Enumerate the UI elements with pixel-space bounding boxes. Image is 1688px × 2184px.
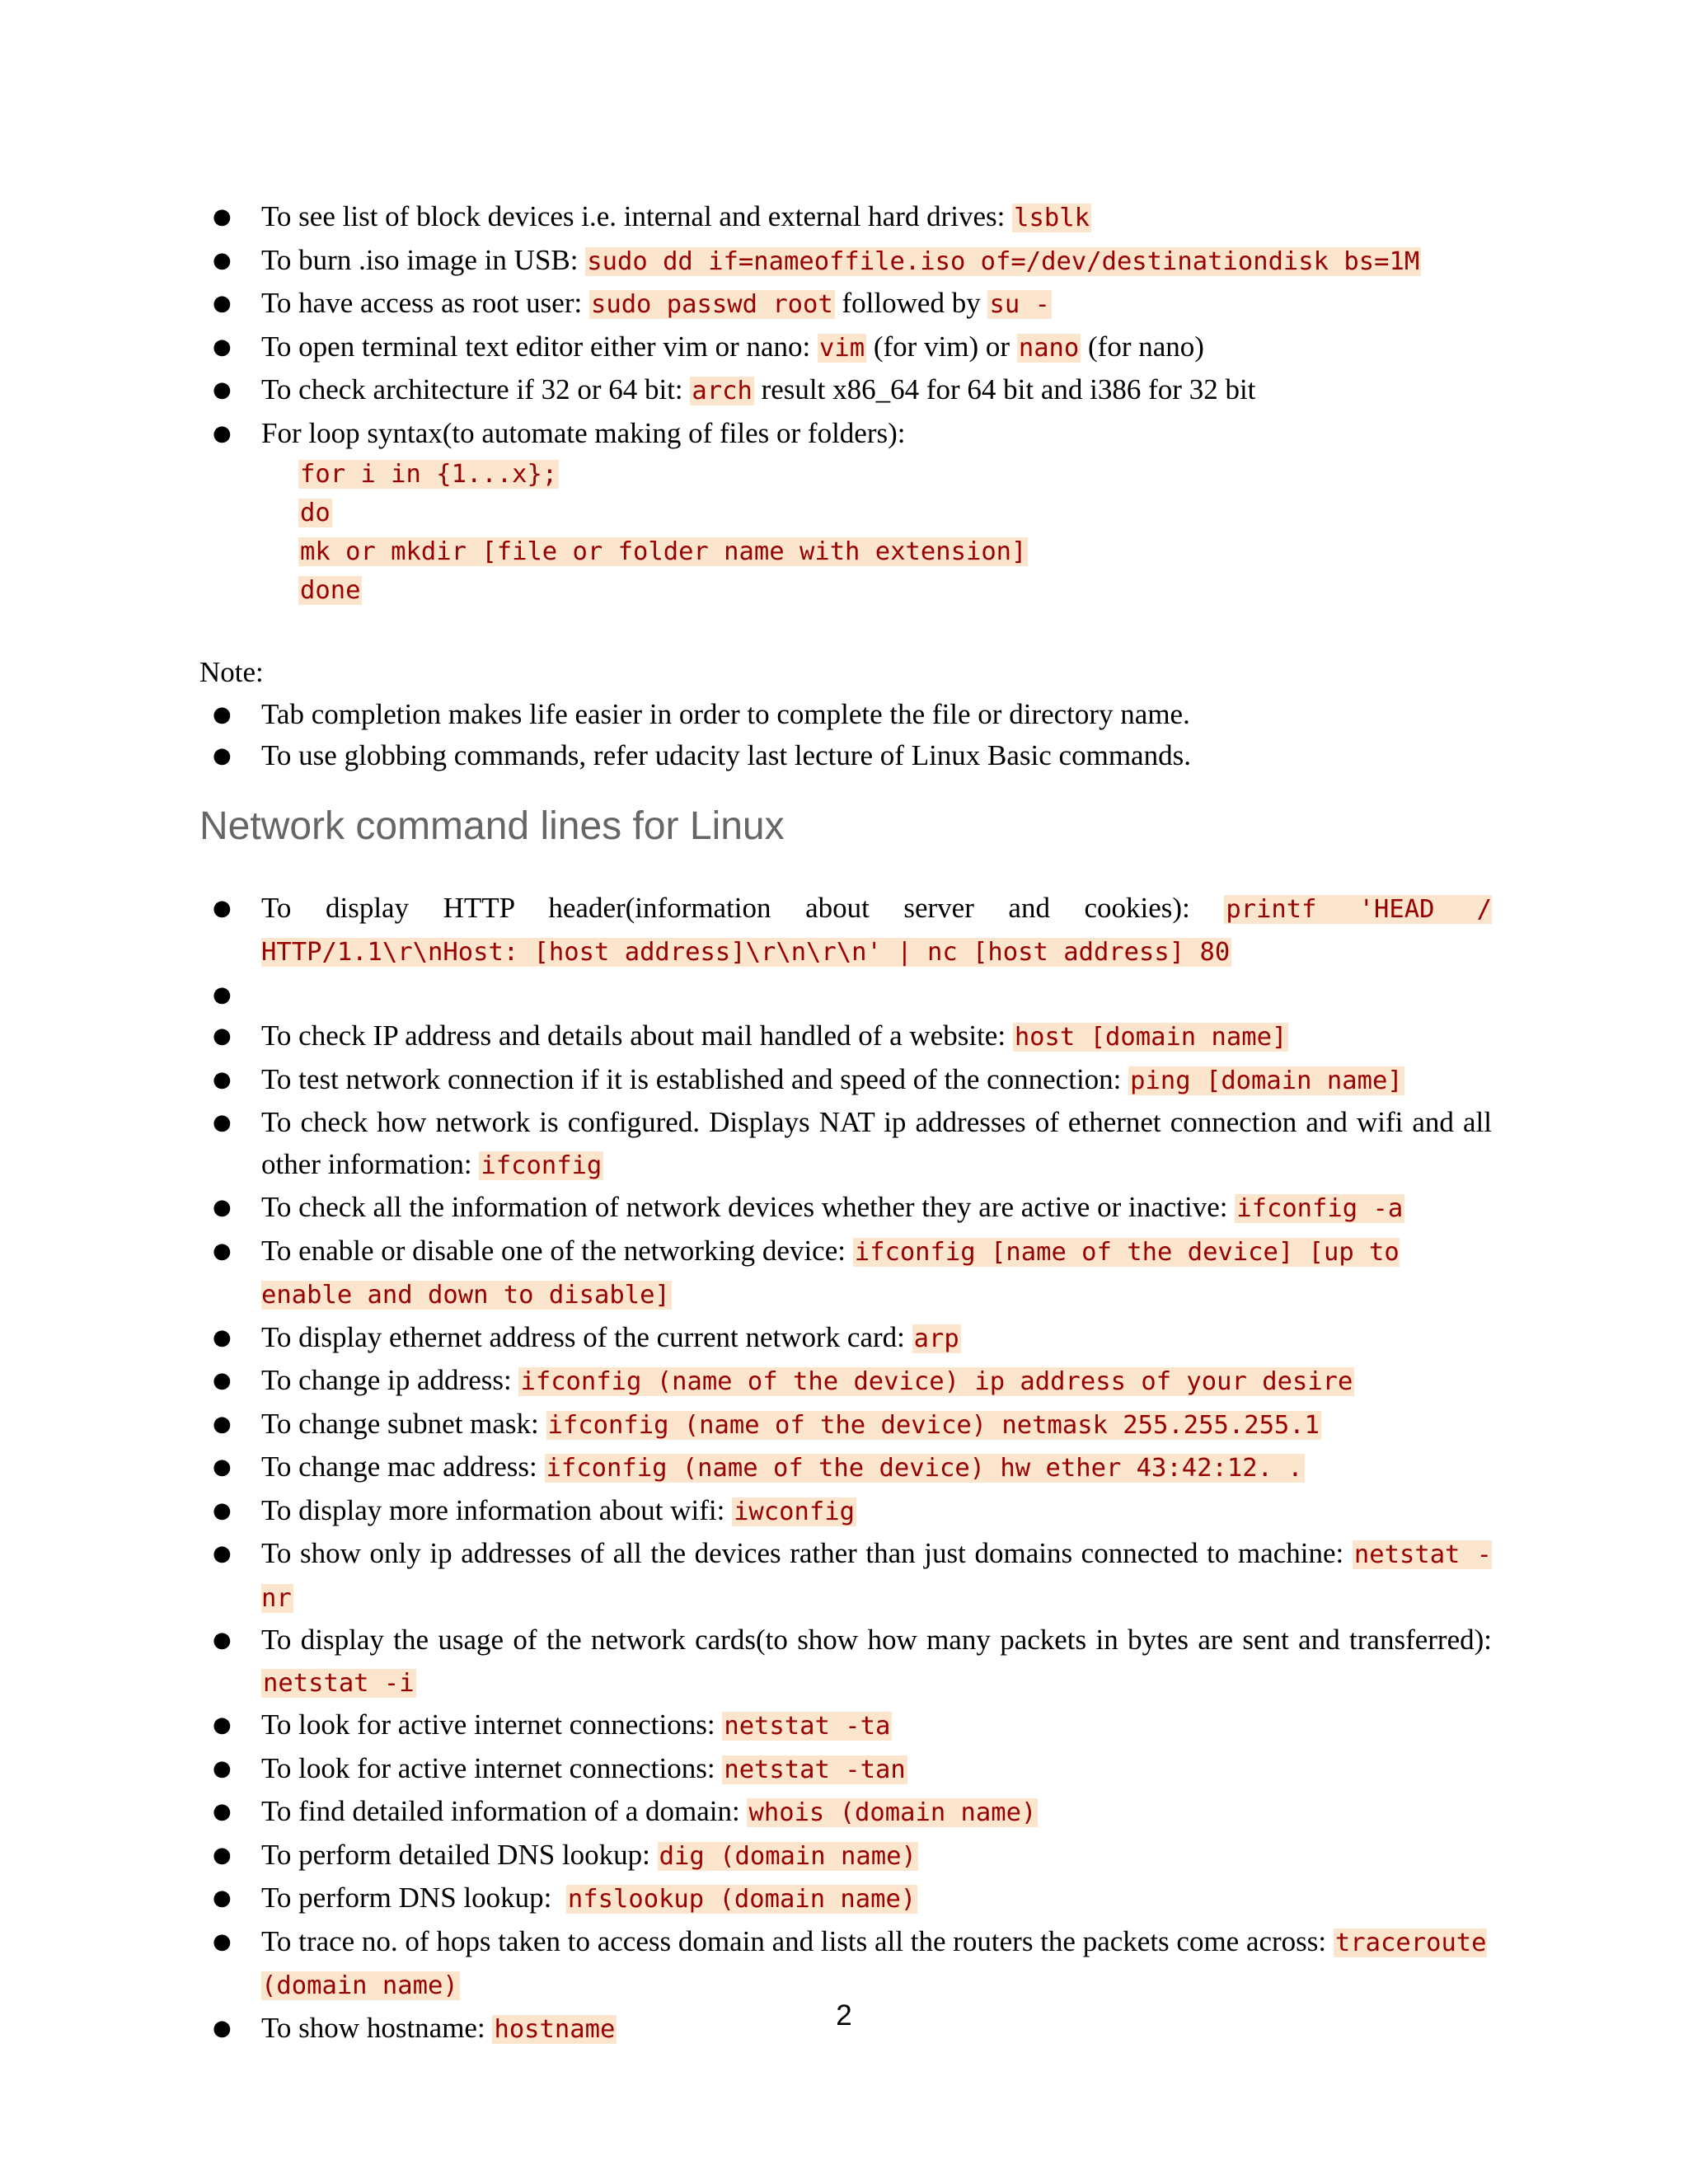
bullet-icon: ● bbox=[213, 701, 232, 727]
bullet-icon: ● bbox=[213, 2015, 232, 2041]
command-code: arch bbox=[692, 377, 753, 405]
command-code: printf 'HEAD / HTTP/1.1\r\nHost: [host address]\r\n\r\n' | nc [host address] 80 bbox=[261, 894, 1493, 967]
code-line: mk or mkdir [file or folder name with extension] bbox=[300, 537, 1027, 566]
command-list-basic bbox=[199, 196, 1492, 454]
list-item bbox=[199, 283, 1492, 326]
list-item bbox=[199, 1490, 1492, 1534]
bullet-icon: ● bbox=[213, 1066, 232, 1092]
list-item bbox=[199, 240, 1492, 284]
command-code: sudo passwd root bbox=[590, 290, 833, 319]
item-text: To test network connection if it is established and speed of the connection: bbox=[261, 1062, 1129, 1095]
item-text: To change subnet mask: bbox=[261, 1407, 546, 1440]
command-code: nano bbox=[1018, 333, 1080, 363]
command-code: vim bbox=[819, 333, 865, 363]
command-code: ifconfig bbox=[481, 1151, 603, 1180]
item-text: To display the usage of the network cards(to show how many packets in bytes are sent and transferred): bbox=[261, 1624, 1492, 1656]
bullet-icon: ● bbox=[213, 982, 232, 1007]
item-text: To use globbing commands, refer udacity last lecture of Linux Basic commands. bbox=[261, 739, 1191, 771]
item-text: To check IP address and details about mail handled of a website: bbox=[261, 1019, 1013, 1052]
item-text: followed by bbox=[834, 287, 988, 319]
page-content bbox=[199, 196, 1492, 2050]
list-item bbox=[199, 413, 1492, 455]
note-label: Note: bbox=[199, 656, 264, 688]
item-text: To check architecture if 32 or 64 bit: bbox=[261, 373, 691, 405]
list-item bbox=[199, 326, 1492, 370]
item-text: To trace no. of hops taken to access domain and lists all the routers the packets come across: bbox=[261, 1924, 1334, 1957]
item-text: To change ip address: bbox=[261, 1364, 519, 1396]
bullet-icon: ● bbox=[213, 1842, 232, 1868]
list-item bbox=[199, 369, 1492, 413]
bullet-icon: ● bbox=[213, 420, 232, 446]
bullet-icon: ● bbox=[213, 743, 232, 768]
bullet-icon: ● bbox=[213, 1713, 232, 1737]
bullet-icon: ● bbox=[213, 1368, 232, 1393]
list-item bbox=[199, 1404, 1492, 1447]
item-text: To show only ip addresses of all the devices rather than just domains connected to machine: bbox=[261, 1537, 1353, 1569]
command-code: traceroute (domain name) bbox=[261, 1928, 1487, 2000]
command-list-network bbox=[199, 888, 1492, 2051]
item-text: To look for active internet connections: bbox=[261, 1708, 723, 1741]
code-line: do bbox=[300, 499, 331, 527]
item-text: result x86_64 for 64 bit and i386 for 32 bit bbox=[753, 373, 1256, 405]
item-text: To see list of block devices i.e. internal and external hard drives: bbox=[261, 200, 1013, 232]
item-text: To display ethernet address of the current network card: bbox=[261, 1320, 912, 1353]
bullet-icon: ● bbox=[213, 377, 232, 402]
code-line: done bbox=[300, 576, 361, 605]
item-text: To open terminal text editor either vim or nano: bbox=[261, 330, 818, 363]
command-code: sudo dd if=nameoffile.iso of=/dev/destinationdisk bs=1M bbox=[587, 246, 1420, 276]
list-item bbox=[199, 1446, 1492, 1490]
bullet-icon: ● bbox=[213, 1541, 232, 1566]
list-item bbox=[199, 1791, 1492, 1835]
list-item bbox=[199, 1704, 1492, 1748]
command-code: hostname bbox=[494, 2014, 616, 2044]
list-item bbox=[199, 1619, 1492, 1704]
bullet-icon: ● bbox=[213, 1497, 232, 1523]
item-text: To display more information about wifi: bbox=[261, 1493, 733, 1526]
item-text: To have access as root user: bbox=[261, 287, 589, 319]
list-item bbox=[199, 1748, 1492, 1792]
item-text: To show hostname: bbox=[261, 2011, 493, 2044]
for-loop-code-block bbox=[199, 454, 1492, 609]
bullet-icon: ● bbox=[213, 1886, 232, 1910]
command-code: netstat -i bbox=[263, 1668, 415, 1698]
bullet-icon: ● bbox=[213, 1628, 232, 1652]
list-item bbox=[199, 1102, 1492, 1187]
list-item bbox=[199, 1015, 1492, 1059]
bullet-icon: ● bbox=[213, 1324, 232, 1350]
list-item bbox=[199, 1360, 1492, 1404]
note-list bbox=[199, 694, 1492, 777]
bullet-icon: ● bbox=[213, 1238, 232, 1263]
bullet-icon: ● bbox=[213, 895, 232, 921]
list-item bbox=[199, 1187, 1492, 1230]
spacer bbox=[199, 609, 1492, 650]
item-text: To burn .iso image in USB: bbox=[261, 243, 586, 276]
command-code: ifconfig [name of the device] [up to enable and down to disable] bbox=[261, 1237, 1400, 1310]
list-item bbox=[199, 1533, 1492, 1619]
command-code: host [domain name] bbox=[1014, 1023, 1287, 1052]
item-text: Tab completion makes life easier in order to complete the file or directory name. bbox=[261, 697, 1190, 730]
list-item bbox=[199, 196, 1492, 240]
command-code: netstat -ta bbox=[724, 1712, 891, 1741]
bullet-icon: ● bbox=[213, 1024, 232, 1048]
list-item bbox=[199, 1921, 1492, 2008]
bullet-icon: ● bbox=[213, 1929, 232, 1954]
item-text: To check all the information of network devices whether they are active or inactive: bbox=[261, 1191, 1236, 1223]
item-text: To enable or disable one of the networking device: bbox=[261, 1234, 853, 1267]
item-text: To perform DNS lookup: bbox=[261, 1882, 566, 1914]
item-text: To look for active internet connections: bbox=[261, 1751, 723, 1784]
command-code: ifconfig (name of the device) netmask 255.255.255.1 bbox=[547, 1410, 1320, 1440]
list-item bbox=[199, 735, 1492, 777]
item-text: For loop syntax(to automate making of files or folders): bbox=[261, 416, 906, 449]
list-item bbox=[199, 1230, 1492, 1317]
command-code: iwconfig bbox=[734, 1497, 855, 1526]
command-code: netstat -tan bbox=[724, 1755, 906, 1784]
bullet-icon: ● bbox=[213, 247, 232, 273]
page-number: 2 bbox=[836, 1999, 852, 2032]
bullet-icon: ● bbox=[213, 334, 232, 359]
list-item bbox=[199, 694, 1492, 736]
list-item bbox=[199, 888, 1492, 974]
bullet-icon: ● bbox=[213, 1799, 232, 1824]
list-item bbox=[199, 1317, 1492, 1361]
item-text: To display HTTP header(information about server and cookies): bbox=[261, 891, 1225, 924]
command-code: lsblk bbox=[1014, 204, 1090, 232]
command-code: ifconfig -a bbox=[1236, 1194, 1404, 1223]
item-text: To check how network is configured. Displays NAT ip addresses of ethernet connection and wifi and all other information: bbox=[261, 1106, 1492, 1180]
item-text: To find detailed information of a domain: bbox=[261, 1795, 748, 1827]
bullet-icon: ● bbox=[213, 1195, 232, 1220]
bullet-icon: ● bbox=[213, 1455, 232, 1479]
command-code: dig (domain name) bbox=[659, 1841, 917, 1871]
section-heading: Network command lines for Linux bbox=[199, 804, 785, 848]
command-code: su - bbox=[989, 290, 1050, 319]
item-text: (for vim) or bbox=[866, 330, 1017, 363]
bullet-icon: ● bbox=[213, 1755, 232, 1781]
item-text: To perform detailed DNS lookup: bbox=[261, 1838, 658, 1871]
command-code: ifconfig (name of the device) hw ether 43:42:12. . bbox=[546, 1454, 1303, 1483]
command-code: ping [domain name] bbox=[1130, 1066, 1403, 1095]
list-item bbox=[199, 974, 1492, 1016]
command-code: netstat -nr bbox=[261, 1540, 1492, 1613]
bullet-icon: ● bbox=[213, 1110, 232, 1135]
bullet-icon: ● bbox=[213, 1411, 232, 1436]
command-code: nfslookup (domain name) bbox=[567, 1885, 917, 1914]
command-code: arp bbox=[913, 1324, 959, 1353]
bullet-icon: ● bbox=[213, 291, 232, 316]
list-item bbox=[199, 1059, 1492, 1103]
bullet-icon: ● bbox=[213, 204, 232, 229]
list-item bbox=[199, 1877, 1492, 1921]
item-text: To change mac address: bbox=[261, 1451, 545, 1483]
command-code: whois (domain name) bbox=[748, 1798, 1037, 1827]
command-code: ifconfig (name of the device) ip address of your desire bbox=[520, 1367, 1353, 1396]
list-item bbox=[199, 1835, 1492, 1878]
item-text: (for nano) bbox=[1081, 330, 1204, 363]
code-line: for i in {1...x}; bbox=[300, 460, 558, 489]
